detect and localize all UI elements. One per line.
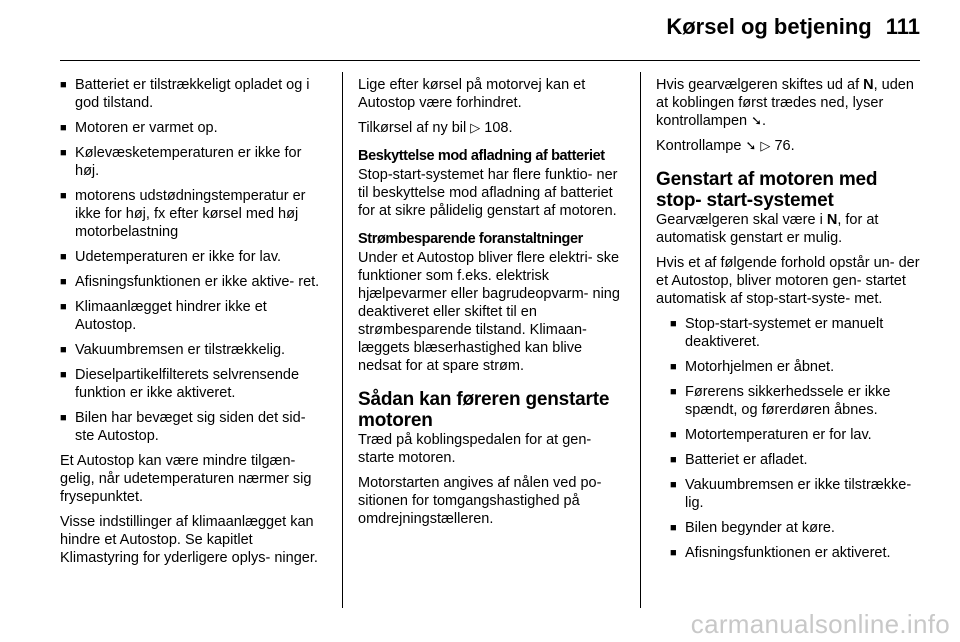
paragraph: Hvis gearvælgeren skiftes ud af N, uden at koblingen først trædes ned, lyser kontrollampen ➘. (656, 77, 914, 129)
list-item: ■ Førerens sikkerhedssele er ikke spændt, og førerdøren åbnes. (670, 383, 922, 419)
list-item: ■ Kølevæsketemperaturen er ikke for høj. (60, 144, 326, 180)
list-item: ■ Batteriet er afladet. (670, 451, 922, 469)
list-item: ■ Afisningsfunktionen er aktiveret. (670, 544, 922, 562)
restart-conditions-list (670, 315, 922, 562)
watermark: carmanualsonline.info (690, 609, 950, 639)
page-reference-icon: ▷ (760, 138, 771, 153)
column-2 (358, 76, 624, 535)
text-span: , uden at koblingen først trædes ned, lyser kontrollampen (656, 77, 914, 129)
cross-reference-text: Tilkørsel af ny bil (358, 120, 467, 136)
header-divider (60, 60, 920, 61)
list-item: ■ Bilen begynder at køre. (670, 519, 922, 537)
list-item: ■ Udetemperaturen er ikke for lav. (60, 248, 326, 266)
list-item: ■ Afisningsfunktionen er ikke aktive- ret. (60, 273, 326, 291)
gear-symbol: N (826, 212, 838, 228)
paragraph: Motorstarten angives af nålen ved po- sitionen for tomgangshastighed på omdrejningstælleren. (358, 475, 602, 527)
paragraph: Et Autostop kan være mindre tilgæn- gelig, når udetemperaturen nærmer sig frysepunktet. (60, 453, 312, 505)
paragraph (358, 119, 624, 137)
paragraph (656, 137, 922, 155)
cross-reference-page[interactable]: 108. (484, 120, 513, 136)
paragraph: Lige efter kørsel på motorvej kan et Autostop være forhindret. (358, 77, 586, 111)
list-item: ■ Motoren er varmet op. (60, 119, 326, 137)
cross-reference-page[interactable]: 76. (774, 138, 795, 154)
page-header (666, 14, 920, 40)
list-item: ■ Vakuumbremsen er ikke tilstrække- lig. (670, 476, 922, 512)
list-item: ■ motorens udstødningstemperatur er ikke for høj, fx efter kørsel med høj motorbelastning (60, 187, 326, 241)
conditions-list (60, 76, 326, 445)
list-item: ■ Vakuumbremsen er tilstrækkelig. (60, 341, 326, 359)
subheading-power-saving: Strømbesparende foranstaltninger (358, 231, 583, 247)
paragraph: Hvis et af følgende forhold opstår un- der et Autostop, bliver motoren gen- startet automatisk af stop-start-syste- met. (656, 255, 920, 307)
autostop-lamp-icon: ➘ (745, 138, 757, 153)
autostop-lamp-icon: ➘ (751, 113, 763, 128)
list-item: ■ Dieselpartikelfilterets selvrensende funktion er ikke aktiveret. (60, 366, 326, 402)
gear-symbol: N (863, 77, 874, 93)
column-divider-1 (342, 72, 343, 608)
heading-restart-system: Genstart af motoren med stop- start-systemet (656, 169, 878, 211)
subheading-battery-protection: Beskyttelse mod afladning af batteriet (358, 148, 605, 164)
cross-reference-text: Kontrollampe (656, 138, 742, 154)
list-item: ■ Stop-start-systemet er manuelt deaktiveret. (670, 315, 922, 351)
paragraph (656, 211, 922, 247)
paragraph: Stop-start-systemet har flere funktio- ner til beskyttelse mod afladning af batteriet for at sikre pålidelig genstart af motoren. (358, 167, 618, 219)
column-1 (60, 76, 326, 574)
list-item: ■ Motorhjelmen er åbnet. (670, 358, 922, 376)
text-span: Hvis gearvælgeren skiftes ud af (656, 77, 860, 93)
page-number: 111 (885, 14, 920, 39)
paragraph: Træd på koblingspedalen for at gen- starte motoren. (358, 432, 592, 466)
list-item: ■ Motortemperaturen er for lav. (670, 426, 922, 444)
section-title: Kørsel og betjening (666, 14, 872, 39)
column-divider-2 (640, 72, 641, 608)
paragraph: Under et Autostop bliver flere elektri- ske funktioner som f.eks. elektrisk hjælpevarmer eller bagrudeopvarm- ning deaktiveret eller skiftet til en strømbesparende tilstand. Klimaan- læggets blæserhastighed kan blive nedsat for at spare strøm. (358, 250, 620, 374)
text-span: , for at automatisk genstart er mulig. (656, 212, 879, 246)
page-reference-icon: ▷ (470, 120, 481, 135)
text-span: Gearvælgeren skal være i (656, 212, 823, 228)
list-item: ■ Batteriet er tilstrækkeligt opladet og i god tilstand. (60, 76, 326, 112)
list-item: ■ Klimaanlægget hindrer ikke et Autostop. (60, 298, 326, 334)
list-item: ■ Bilen har bevæget sig siden det sid- ste Autostop. (60, 409, 326, 445)
column-3 (656, 76, 922, 569)
heading-driver-restart: Sådan kan føreren genstarte motoren (358, 389, 610, 431)
paragraph: Visse indstillinger af klimaanlægget kan hindre et Autostop. Se kapitlet Klimastyring for yderligere oplys- ninger. (60, 514, 318, 566)
